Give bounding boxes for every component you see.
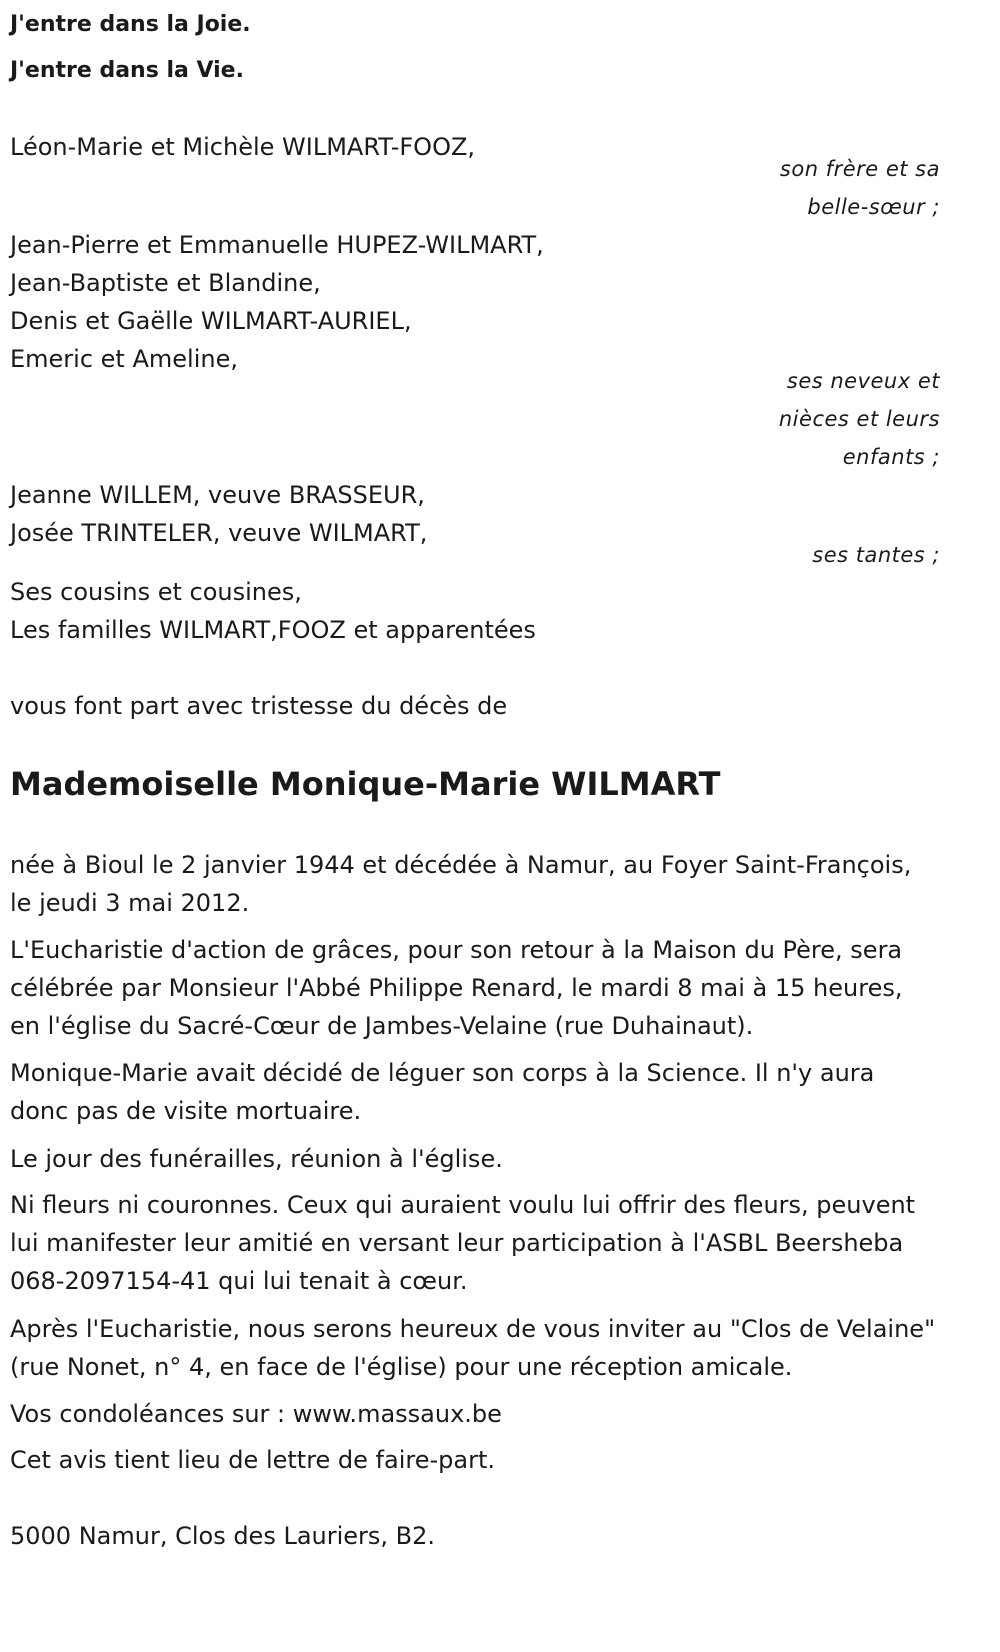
family-name-line: Jean-Baptiste et Blandine, [10,269,321,297]
relation-line: enfants ; [842,445,940,469]
relation-line: son frère et sa [779,157,940,181]
relation-line: nièces et leurs [778,407,940,431]
other-family-line: Ses cousins et cousines, [10,578,302,606]
family-name-line: Jeanne WILLEM, veuve BRASSEUR, [10,481,425,509]
header-line-life: J'entre dans la Vie. [10,58,244,83]
condolences-paragraph: Vos condoléances sur : www.massaux.be [10,1400,502,1428]
other-family-line: Les familles WILMART,FOOZ et apparentées [10,616,536,644]
announcement-line: vous font part avec tristesse du décès de [10,692,508,720]
family-name-line: Emeric et Ameline, [10,345,238,373]
address-line: 5000 Namur, Clos des Lauriers, B2. [10,1522,436,1550]
ceremony-paragraph: L'Eucharistie d'action de grâces, pour son retour à la Maison du Père, sera célébrée par Monsieur l'Abbé Philippe Renard, le mardi 8 mai à 15 heures, en l'église du Sacré-Cœur de Jambes-Velaine (rue Duhainaut). [10,936,903,1040]
relation-line: ses tantes ; [812,543,940,567]
family-name-line: Léon-Marie et Michèle WILMART-FOOZ, [10,133,476,161]
family-name-line: Denis et Gaëlle WILMART-AURIEL, [10,307,412,335]
header-line-joy: J'entre dans la Joie. [10,12,251,37]
flowers-paragraph: Ni fleurs ni couronnes. Ceux qui auraient voulu lui offrir des fleurs, peuvent lui manifester leur amitié en versant leur participation à l'ASBL Beersheba 068-2097154-41 qui lui tenait à cœur. [10,1191,916,1295]
relation-line: ses neveux et [786,369,940,393]
relation-line: belle-sœur ; [807,195,940,219]
notice-paragraph: Cet avis tient lieu de lettre de faire-part. [10,1446,495,1474]
reception-paragraph: Après l'Eucharistie, nous serons heureux de vous inviter au "Clos de Velaine" (rue Nonet, n° 4, en face de l'église) pour une réception amicale. [10,1315,936,1381]
funeral-meeting-paragraph: Le jour des funérailles, réunion à l'église. [10,1145,503,1173]
birth-death-paragraph: née à Bioul le 2 janvier 1944 et décédée à Namur, au Foyer Saint-François, le jeudi 3 mai 2012. [10,851,912,917]
deceased-name: Mademoiselle Monique-Marie WILMART [10,765,721,803]
family-name-line: Jean-Pierre et Emmanuelle HUPEZ-WILMART, [10,231,544,259]
family-name-line: Josée TRINTELER, veuve WILMART, [10,519,428,547]
body-donation-paragraph: Monique-Marie avait décidé de léguer son corps à la Science. Il n'y aura donc pas de visite mortuaire. [10,1059,875,1125]
